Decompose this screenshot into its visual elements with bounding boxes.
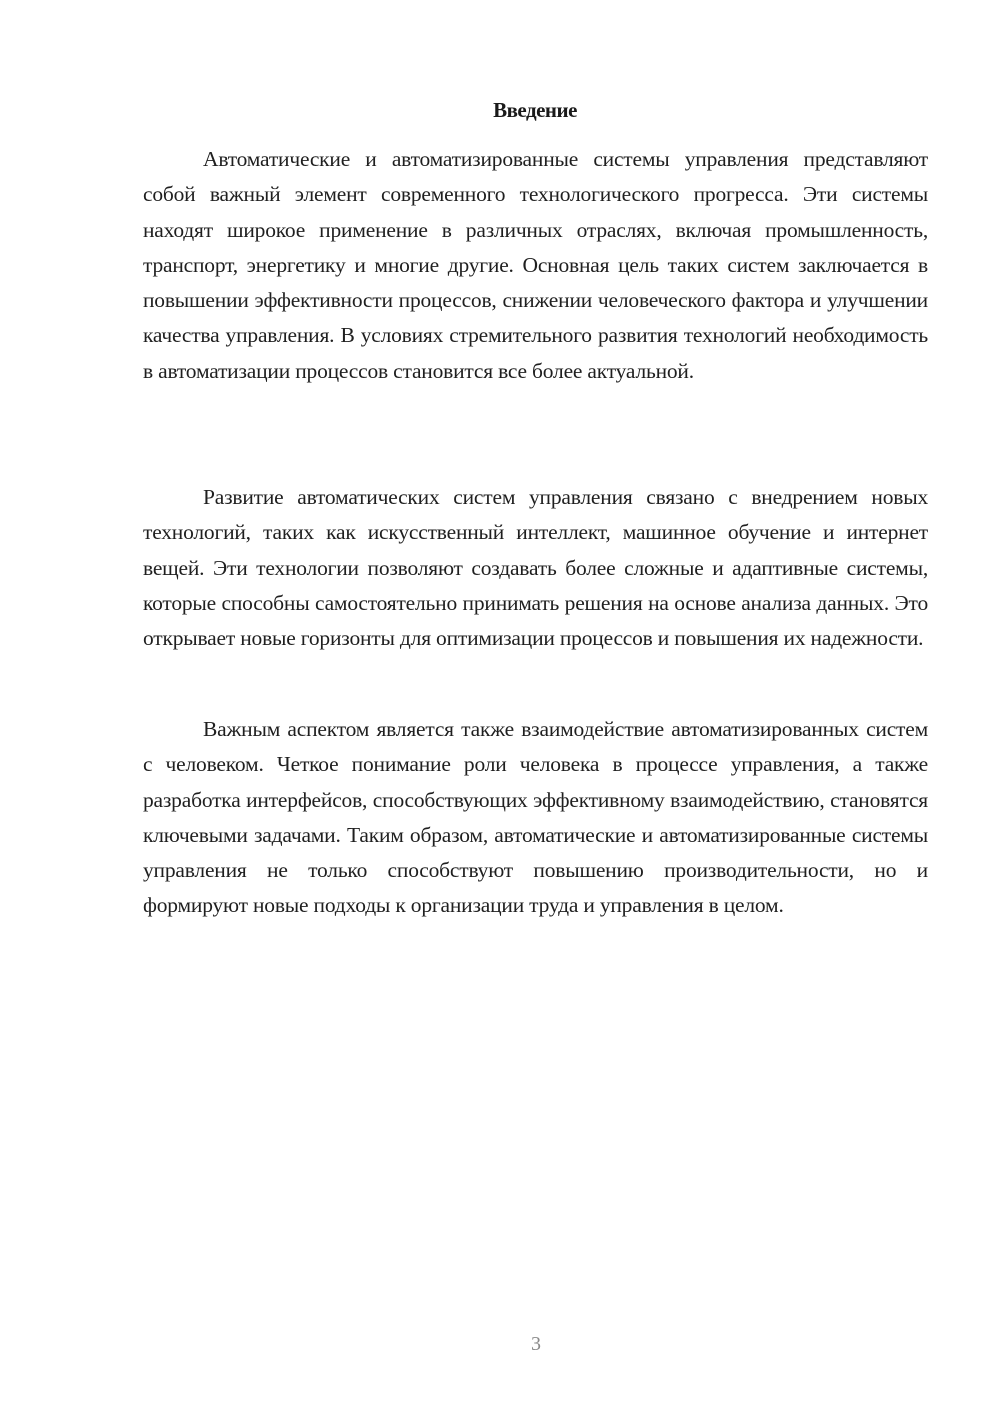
paragraph-3-container	[143, 712, 928, 924]
paragraph-3: Важным аспектом является также взаимодействие автоматизированных систем с человеком. Четкое понимание роли человека в процессе управления, а также разработка интерфейсов, способствующих эффективному взаимодействию, становятся ключевыми задачами. Таким образом, автоматические и автоматизированные системы управления не только способствуют повышению производительности, но и формируют новые подходы к организации труда и управления в целом.	[143, 717, 928, 918]
paragraph-1: Автоматические и автоматизированные системы управления представляют собой важный элемент современного технологического прогресса. Эти системы находят широкое применение в различных отраслях, включая промышленность, транспорт, энергетику и многие другие. Основная цель таких систем заключается в повышении эффективности процессов, снижении человеческого фактора и улучшении качества управления. В условиях стремительного развития технологий необходимость в автоматизации процессов становится все более актуальной.	[143, 147, 928, 383]
paragraph-2-container	[143, 480, 928, 656]
paragraph-2: Развитие автоматических систем управления связано с внедрением новых технологий, таких как искусственный интеллект, машинное обучение и интернет вещей. Эти технологии позволяют создавать более сложные и адаптивные системы, которые способны самостоятельно принимать решения на основе анализа данных. Это открывает новые горизонты для оптимизации процессов и повышения их надежности.	[143, 485, 928, 651]
section-title: Введение	[493, 98, 577, 122]
page-number: 3	[531, 1333, 541, 1355]
paragraph-1-container	[143, 142, 928, 389]
